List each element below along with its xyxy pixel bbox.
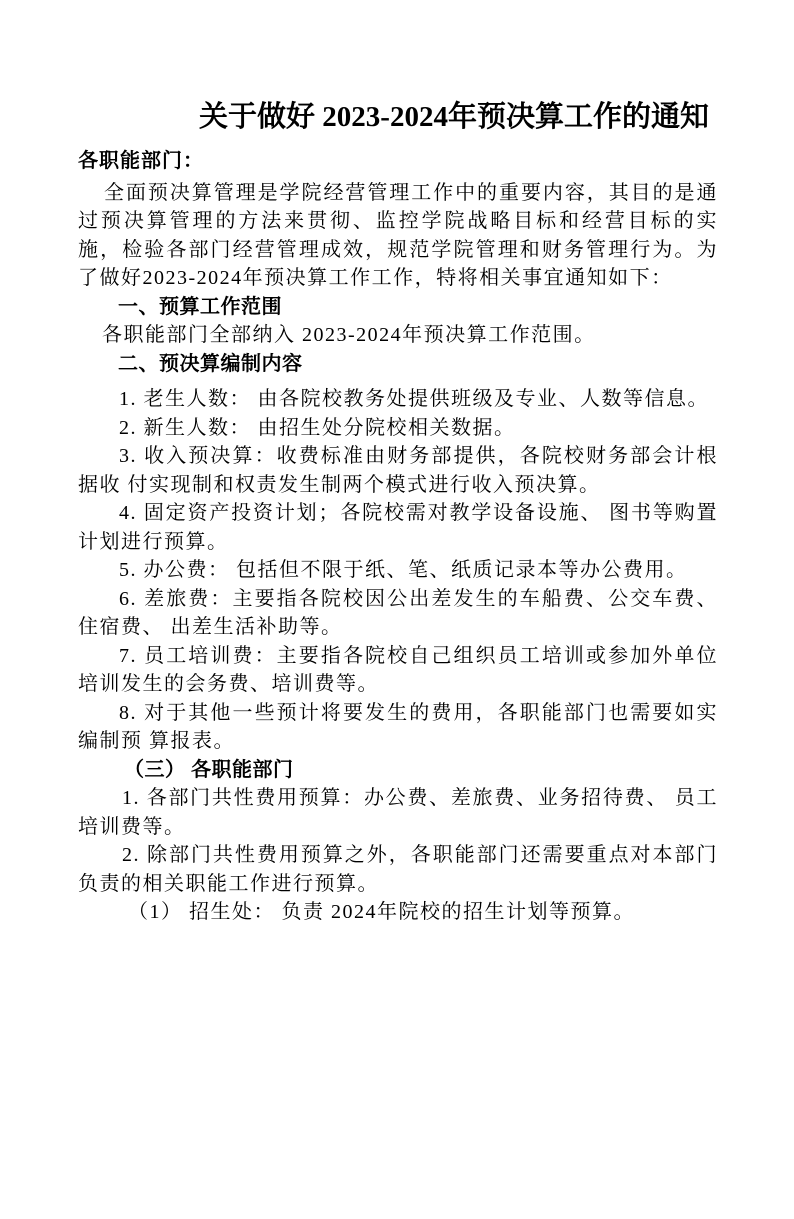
document-page (0, 97, 794, 1219)
document-title: 关于做好 2023-2024年预决算工作的通知 (199, 101, 709, 133)
section-heading-1: 一、预算工作范围 (118, 295, 282, 318)
list-item-5: 5. 办公费： 包括但不限于纸、笔、纸质记录本等办公费用。 (119, 559, 688, 581)
list-item-3: 3. 收入预决算：收费标准由财务部提供，各院校财务部会计根据收 付实现制和权责发生制两个模式进行收入预决算。 (78, 445, 718, 496)
section-heading-2: 二、预决算编制内容 (118, 352, 303, 375)
common-item-2: 2. 除部门共性费用预算之外，各职能部门还需要重点对本部门 负责的相关职能工作进行预算。 (78, 844, 718, 895)
scope-paragraph: 各职能部门全部纳入 2023-2024年预决算工作范围。 (102, 324, 596, 346)
common-item-1: 1. 各部门共性费用预算：办公费、差旅费、业务招待费、 员工培训费等。 (78, 787, 718, 838)
list-item-2: 2. 新生人数： 由招生处分院校相关数据。 (119, 416, 516, 439)
intro-paragraph: 全面预决算管理是学院经营管理工作中的重要内容，其目的是通过预决算管理的方法来贯彻、监控学院战略目标和经营目标的实施，检验各部门经营管理成效，规范学院管理和财务管理行为。为了做好2023-2024年预决算工作工作，特将相关事宜通知如下： (78, 181, 718, 289)
section-heading-3: （三） 各职能部门 (124, 758, 294, 781)
sub-item-1: （1） 招生处： 负责 2024年院校的招生计划等预算。 (128, 901, 635, 923)
list-item-4: 4. 固定资产投资计划；各院校需对教学设备设施、 图书等购置计划进行预算。 (78, 502, 718, 553)
list-item-8: 8. 对于其他一些预计将要发生的费用，各职能部门也需要如实编制预 算报表。 (78, 701, 718, 752)
list-item-1: 1. 老生人数： 由各院校教务处提供班级及专业、人数等信息。 (119, 388, 709, 410)
list-item-6: 6. 差旅费：主要指各院校因公出差发生的车船费、公交车费、住宿费、 出差生活补助等。 (78, 587, 718, 638)
list-item-7: 7. 员工培训费：主要指各院校自己组织员工培训或参加外单位培训发生的会务费、培训费等。 (78, 644, 718, 695)
salutation: 各职能部门： (78, 150, 204, 172)
